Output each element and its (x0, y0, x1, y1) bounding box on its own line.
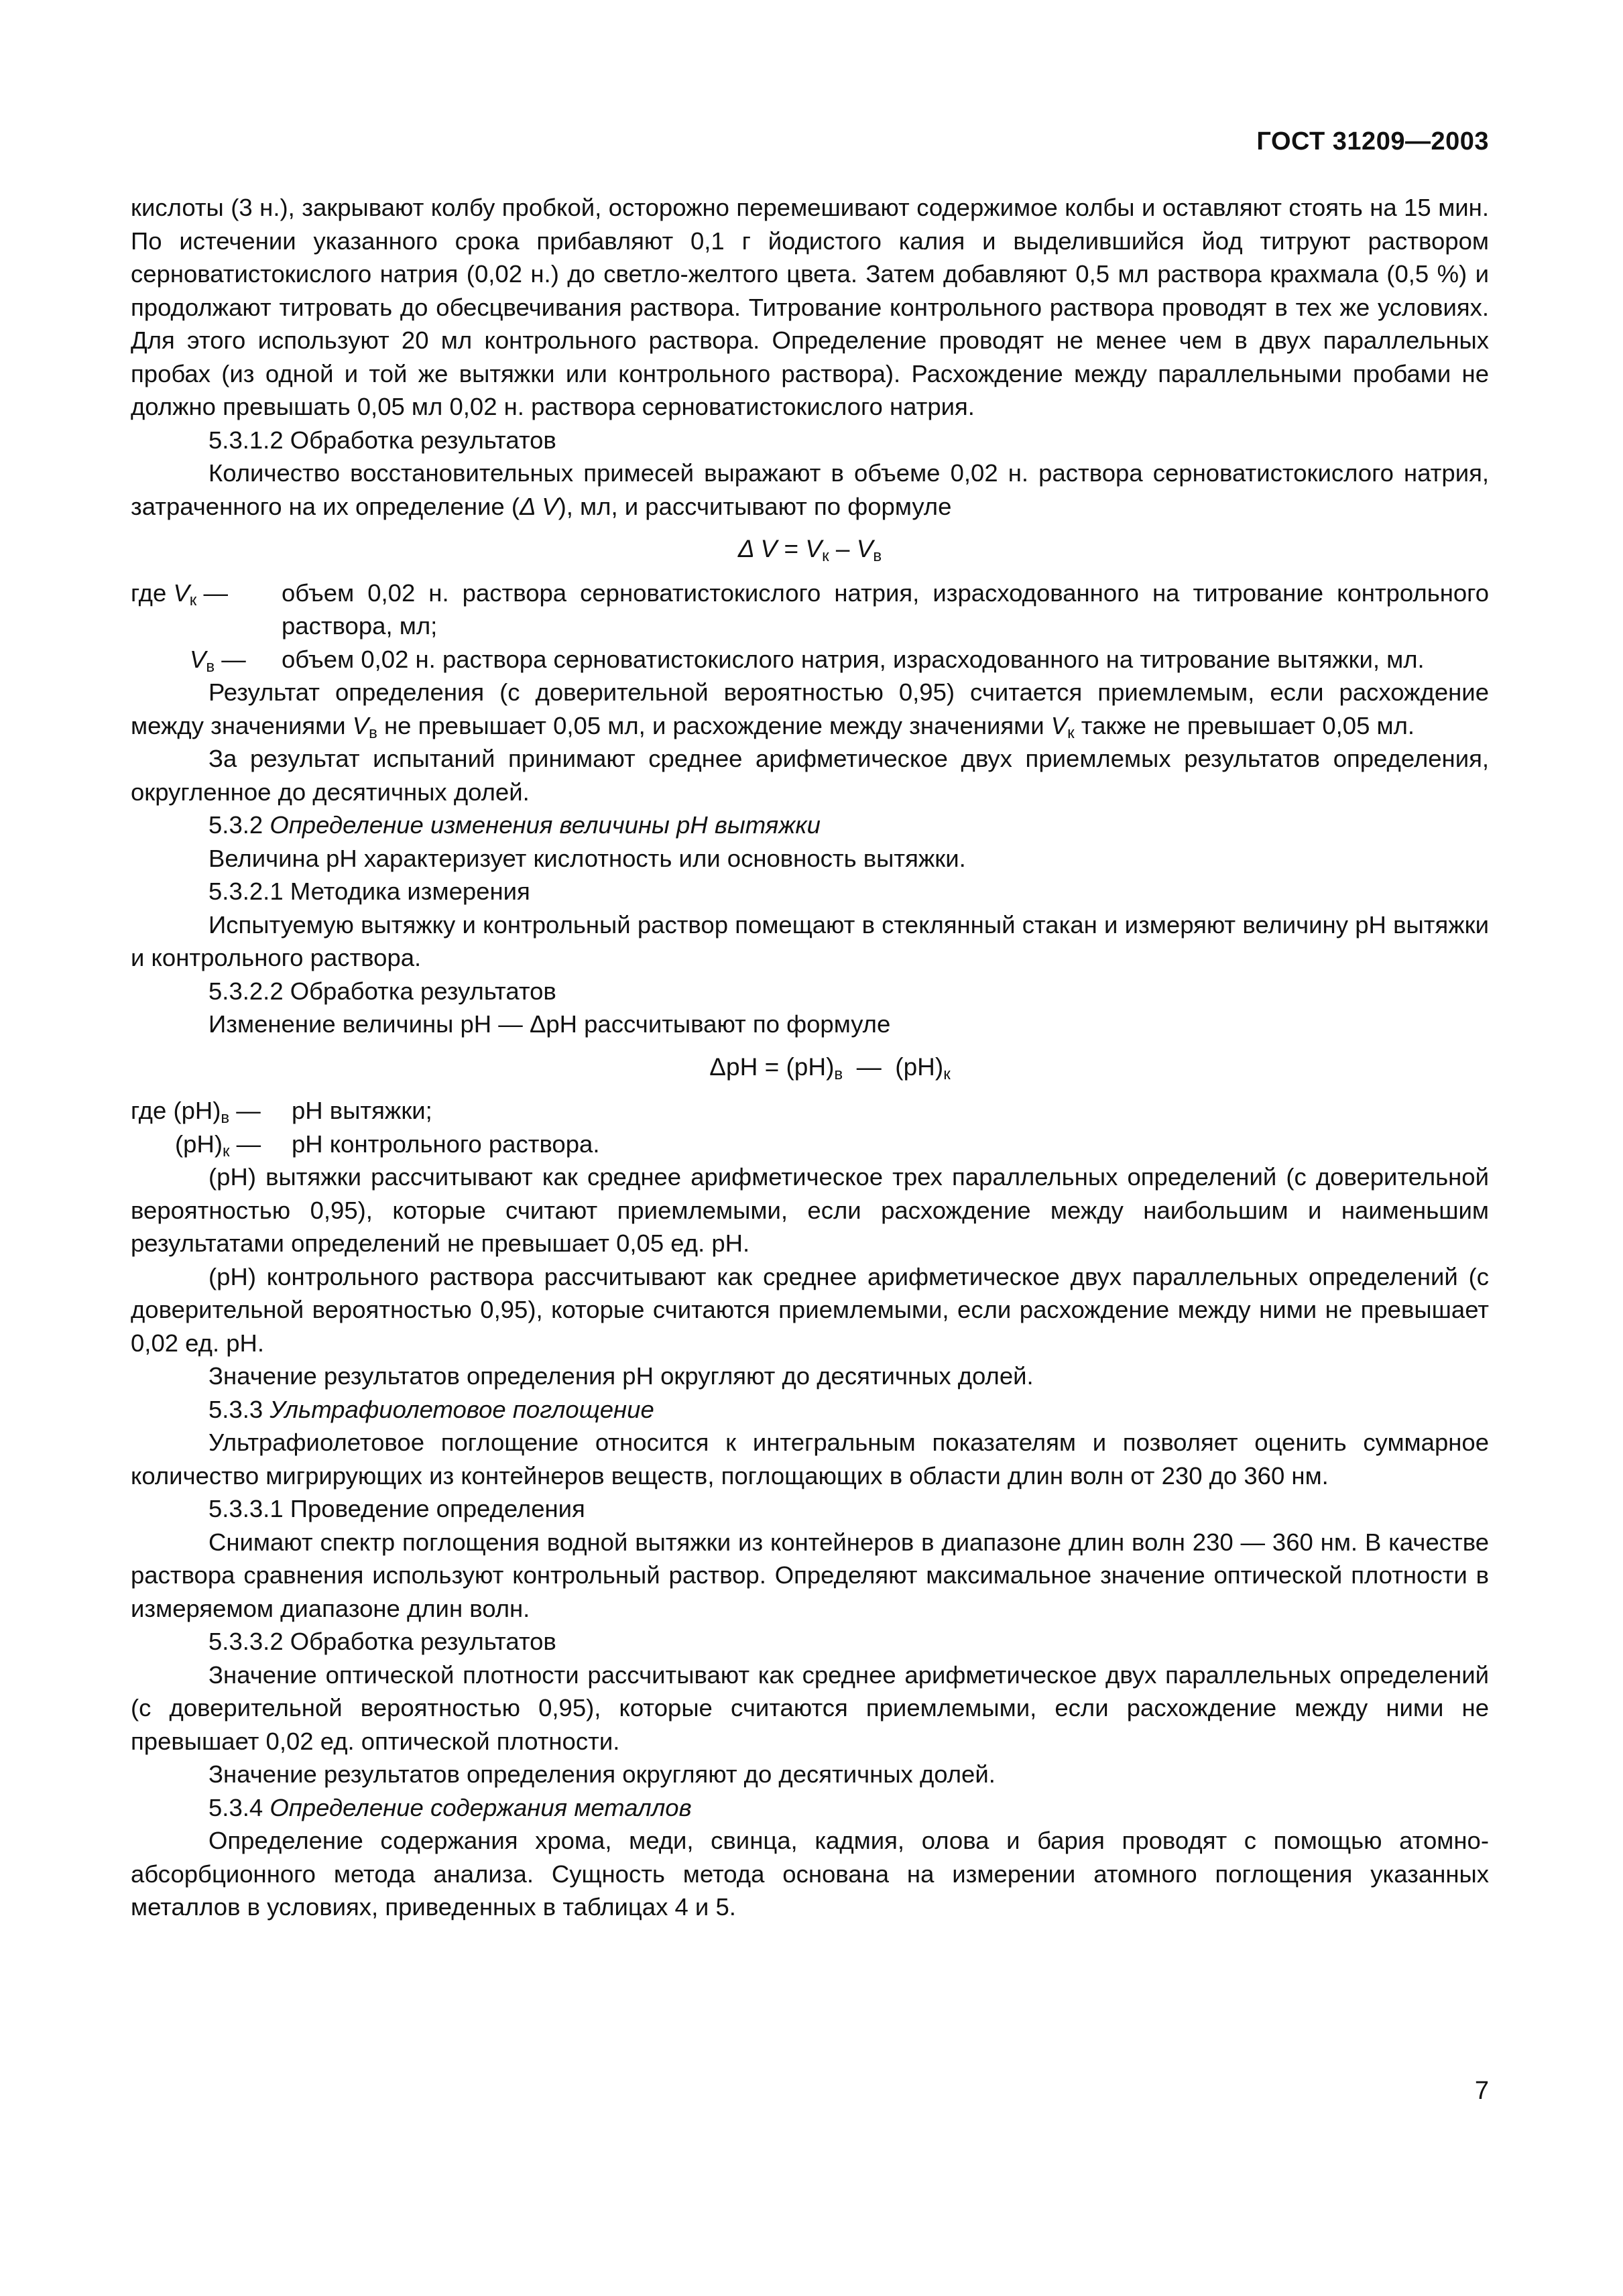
definition-item: $(рН)_к$ — рН контрольного раствора. (175, 1130, 600, 1160)
definition-list (131, 1094, 1489, 1160)
definition-list (131, 577, 1489, 676)
paragraph: Величина рН характеризует кислотность или основность вытяжки. (208, 844, 966, 872)
paragraph: (рН) вытяжки рассчитывают как среднее арифметическое трех параллельных определений (с доверительной вероятностью 0,95), которые считают приемлемыми, если расхождение между наибольшим и наименьшим результатами определений не превышает 0,05 ед. рН. (131, 1163, 1489, 1257)
page-content (131, 191, 1489, 1924)
paragraph: Снимают спектр поглощения водной вытяжки из контейнеров в диапазоне длин волн 230 — 360 нм. В качестве раствора сравнения используют контрольный раствор. Определяют максимальное значение оптической плотности в измеряемом диапазоне длин волн. (131, 1528, 1489, 1622)
definition-item: $V_в$ — объем 0,02 н. раствора серноватистокислого натрия, израсходованного на титрование вытяжки, мл. (190, 645, 1425, 676)
paragraph: Значение оптической плотности рассчитывают как среднее арифметическое двух параллельных определений (с доверительной вероятностью 0,95), которые считаются приемлемыми, если расхождение между ними не превышает 0,02 ед. оптической плотности. (131, 1660, 1489, 1755)
definition-item: где $V_к$ — объем 0,02 н. раствора серноватистокислого натрия, израсходованного на титрование контрольного раствора, мл; (131, 579, 1489, 640)
page-number: 7 (1474, 2077, 1489, 2105)
section-heading: 5.3.2 Определение изменения величины рН вытяжки (208, 811, 821, 839)
formula-delta-v: Δ $V = V_к - V_в$ (737, 535, 882, 565)
formula-delta-ph: $\Delta рН = (рН)_в$ — $(рН)_к$ (709, 1052, 951, 1083)
paragraph: Изменение величины рН — ΔрН рассчитывают по формуле (208, 1010, 891, 1038)
section-heading: 5.3.2.1 Методика измерения (208, 878, 530, 905)
paragraph: Определение содержания хрома, меди, свинца, кадмия, олова и бария проводят с помощью атомно-абсорбционного метода анализа. Сущность метода основана на измерении атомного поглощения указанных металлов в условиях, приведенных в таблицах 4 и 5. (131, 1827, 1489, 1921)
section-heading: 5.3.2.2 Обработка результатов (208, 977, 556, 1005)
page-header-doc-id: ГОСТ 31209—2003 (1256, 127, 1489, 156)
section-heading: 5.3.3 Ультрафиолетовое поглощение (208, 1395, 654, 1423)
paragraph: Значение результатов определения округляют до десятичных долей. (208, 1760, 996, 1788)
paragraph: Испытуемую вытяжку и контрольный раствор помещают в стеклянный стакан и измеряют величину рН вытяжки и контрольного раствора. (131, 910, 1489, 971)
section-heading: 5.3.3.2 Обработка результатов (208, 1628, 556, 1655)
paragraph: Ультрафиолетовое поглощение относится к интегральным показателям и позволяет оценить суммарное количество мигрирующих из контейнеров веществ, поглощающих в области длин волн от 230 до 360 нм. (131, 1429, 1489, 1490)
paragraph: Результат определения (с доверительной вероятностью 0,95) считается приемлемым, если расхождение между значениями $V_в$ не превышает 0,05 мл, и расхождение между значениями $V_к$ также не превышает 0,05 мл. (131, 678, 1489, 742)
paragraph: Количество восстановительных примесей выражают в объеме 0,02 н. раствора серноватистокислого натрия, затраченного на их определение (Δ V), мл, и рассчитывают по формуле (131, 459, 1489, 520)
section-heading: 5.3.1.2 Обработка результатов (208, 426, 556, 454)
paragraph: (рН) контрольного раствора рассчитывают как среднее арифметическое двух параллельных определений (с доверительной вероятностью 0,95), которые считаются приемлемыми, если расхождение между ними не превышает 0,02 ед. рН. (131, 1262, 1489, 1357)
paragraph: Значение результатов определения рН округляют до десятичных долей. (208, 1362, 1034, 1390)
section-heading: 5.3.4 Определение содержания металлов (208, 1793, 692, 1821)
paragraph: кислоты (3 н.), закрывают колбу пробкой, осторожно перемешивают содержимое колбы и оставляют стоять на 15 мин. По истечении указанного срока прибавляют 0,1 г йодистого калия и выделившийся йод титруют раствором серноватистокислого натрия (0,02 н.) до светло-желтого цвета. Затем добавляют 0,5 мл раствора крахмала (0,5 %) и продолжают титровать до обесцвечивания раствора. Титрование контрольного раствора проводят в тех же условиях. Для этого используют 20 мл контрольного раствора. Определение проводят не менее чем в двух параллельных пробах (из одной и той же вытяжки или контрольного раствора). Расхождение между параллельными пробами не должно превышать 0,05 мл 0,02 н. раствора серноватистокислого натрия. (131, 194, 1489, 420)
definition-item: где $(рН)_в$ — рН вытяжки; (131, 1097, 432, 1127)
section-heading: 5.3.3.1 Проведение определения (208, 1495, 585, 1522)
paragraph: За результат испытаний принимают среднее арифметическое двух приемлемых результатов определения, округленное до десятичных долей. (131, 745, 1489, 806)
